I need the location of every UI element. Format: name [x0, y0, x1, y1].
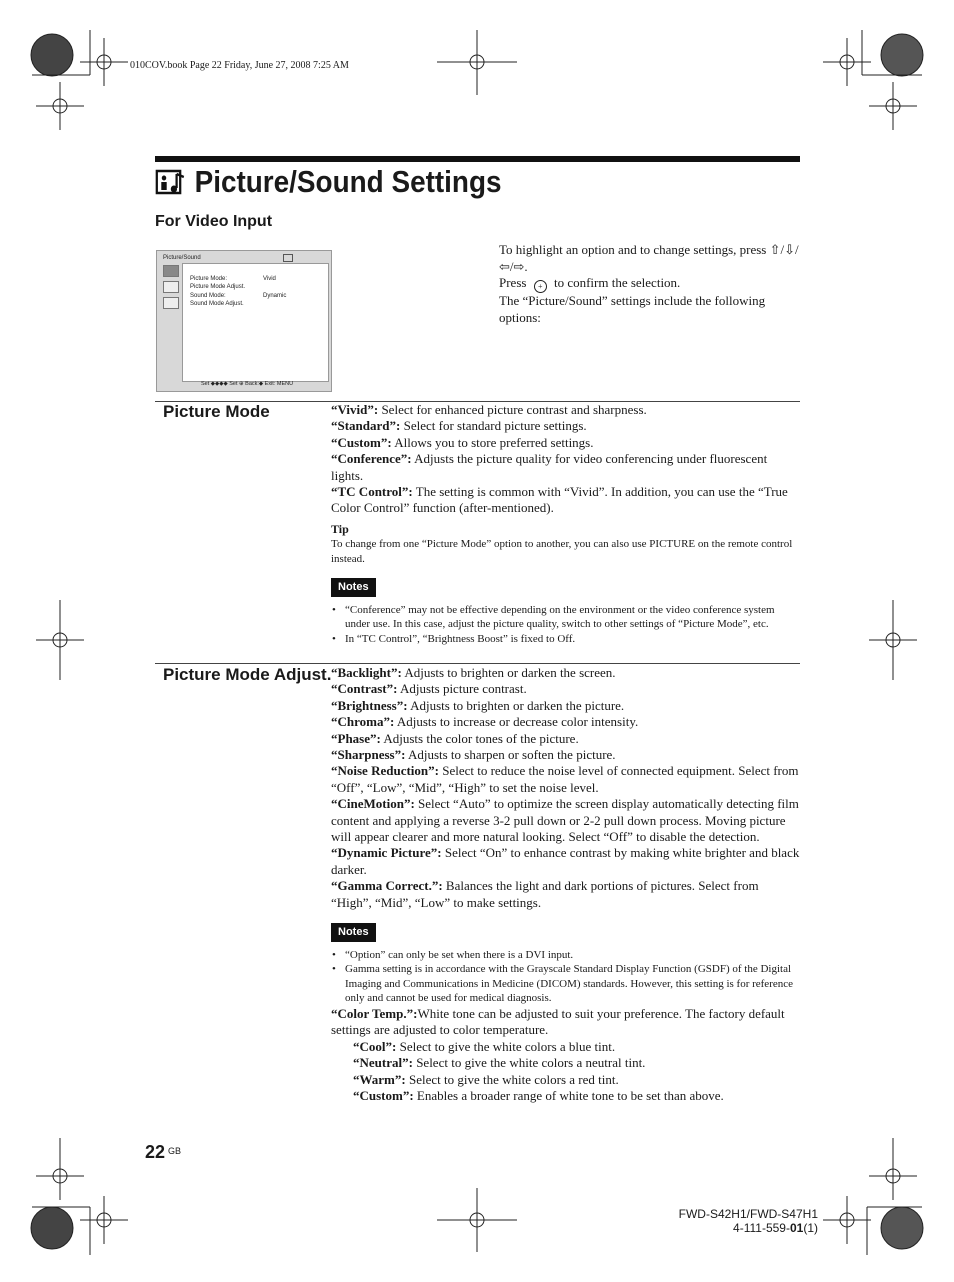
picture-mode-adjust-heading: Picture Mode Adjust.	[163, 665, 332, 684]
definition-item: “Contrast”: Adjusts picture contrast.	[331, 681, 527, 697]
picture-mode-adjust-body	[331, 665, 801, 1104]
picture-sound-icon	[155, 168, 187, 196]
definition-item: “Vivid”: Select for enhanced picture contrast and sharpness.	[331, 402, 647, 417]
definition-item: “Color Temp.”:White tone can be adjusted to suit your preference. The factory default settings are adjusted to color temperature.	[331, 1005, 785, 1038]
section-subtitle: For Video Input	[155, 213, 273, 230]
definition-item: “Sharpness”: Adjusts to sharpen or soften the picture.	[331, 747, 616, 763]
title-rule	[155, 156, 800, 162]
definition-item: “Brightness”: Adjusts to brighten or darken the picture.	[331, 697, 625, 713]
definition-item: “Backlight”: Adjusts to brighten or darken the screen.	[331, 665, 616, 680]
notes-label: Notes	[331, 923, 376, 941]
definition-item: “Dynamic Picture”: Select “On” to enhance contrast by making white brighter and black darker.	[331, 845, 800, 877]
page-title	[155, 164, 502, 200]
intro-text	[499, 242, 799, 326]
model-info	[679, 1207, 818, 1235]
definition-subitem: “Neutral”: Select to give the white colors a neutral tint.	[353, 1055, 646, 1071]
part-number: 4-111-559-01(1)	[733, 1221, 818, 1235]
definition-subitem: “Cool”: Select to give the white colors a blue tint.	[353, 1038, 616, 1054]
model-line: FWD-S42H1/FWD-S47H1	[678, 1207, 818, 1221]
page-number: 22 $^{GB}$	[145, 1142, 182, 1162]
picture-tab-icon	[163, 265, 179, 277]
screen-row: Sound Mode:	[190, 293, 226, 299]
screen-row-value: Dynamic	[263, 293, 287, 299]
definition-item: “TC Control”: The setting is common with “Vivid”. In addition, you can use the “True Color Control” function (after-mentioned).	[331, 484, 788, 516]
definition-item: “Standard”: Select for standard picture settings.	[331, 418, 587, 434]
definition-item: “CineMotion”: Select “Auto” to optimize the screen display automatically detecting film content and applying a reverse 3-2 pull down or 2-2 pull down process. Moving picture will appear clearer and more natural looking. Select “Off” to disable the detection.	[331, 796, 799, 845]
tip-text: To change from one “Picture Mode” option to another, you can also use PICTURE on the remote control instead.	[331, 538, 793, 565]
intro-line-1: To highlight an option and to change settings, press ⇧/⇩/⇦/⇨.	[499, 242, 799, 274]
notes-label: Notes	[331, 578, 376, 596]
setup-tab-icon	[163, 281, 179, 293]
page-title-text: Picture/Sound Settings	[194, 164, 502, 199]
section-divider	[155, 663, 800, 664]
input-icon	[283, 254, 293, 262]
screen-footer: Set ◆◆◆◆ Set ⊕ Back:◆ Exit: MENU	[201, 381, 294, 387]
screen-row: Picture Mode:	[190, 276, 228, 282]
picture-mode-body	[331, 402, 801, 647]
definition-subitem: “Warm”: Select to give the white colors a red tint.	[353, 1071, 619, 1087]
definition-item: “Noise Reduction”: Select to reduce the noise level of connected equipment. Select from “Off”, “Low”, “Mid”, “High” to set the noise level.	[331, 763, 799, 795]
intro-line-3: The “Picture/Sound” settings include the following options:	[499, 293, 766, 325]
option-tab-icon	[163, 297, 179, 309]
definition-item: “Custom”: Allows you to store preferred settings.	[331, 434, 594, 450]
note-item: • Gamma setting is in accordance with the Grayscale Standard Display Function (GSDF) of the Digital Imaging and Communications in Medicine (DICOM) standards. However, this setting is for reference only and cannot be used for medical diagnosis.	[345, 962, 801, 1006]
note-item: • In “TC Control”, “Brightness Boost” is fixed to Off.	[345, 632, 801, 647]
screen-row: Picture Mode Adjust.	[190, 284, 246, 290]
intro-line-2: Press + to confirm the selection.	[499, 275, 681, 291]
definition-item: “Conference”: Adjusts the picture quality for video conferencing under fluorescent lights.	[331, 451, 768, 483]
note-item: • “Conference” may not be effective depending on the environment or the video conference system under use. In this case, adjust the picture quality, switch to other settings of “Picture Mode”, etc.	[345, 603, 801, 632]
definition-subitem: “Custom”: Enables a broader range of white tone to be set than above.	[353, 1087, 724, 1103]
screen-header: Picture/Sound	[163, 255, 201, 261]
notes-list	[331, 948, 801, 1006]
definition-item: “Chroma”: Adjusts to increase or decrease color intensity.	[331, 714, 639, 730]
definition-item: “Phase”: Adjusts the color tones of the picture.	[331, 730, 579, 746]
tip-heading: Tip	[331, 521, 349, 536]
book-line: 010COV.book Page 22 Friday, June 27, 2008 7:25 AM	[130, 60, 349, 71]
note-item: • “Option” can only be set when there is a DVI input.	[345, 948, 801, 963]
definition-item: “Gamma Correct.”: Balances the light and dark portions of pictures. Select from “High”, “Mid”, “Low” to make settings.	[331, 878, 759, 910]
screen-row: Sound Mode Adjust.	[190, 301, 244, 307]
enter-button-icon: +	[534, 280, 547, 293]
screen-row-value: Vivid	[263, 276, 276, 282]
screen-menu-panel	[182, 263, 329, 382]
picture-mode-heading: Picture Mode	[163, 402, 270, 421]
notes-list	[331, 603, 801, 647]
menu-screenshot	[156, 250, 332, 392]
